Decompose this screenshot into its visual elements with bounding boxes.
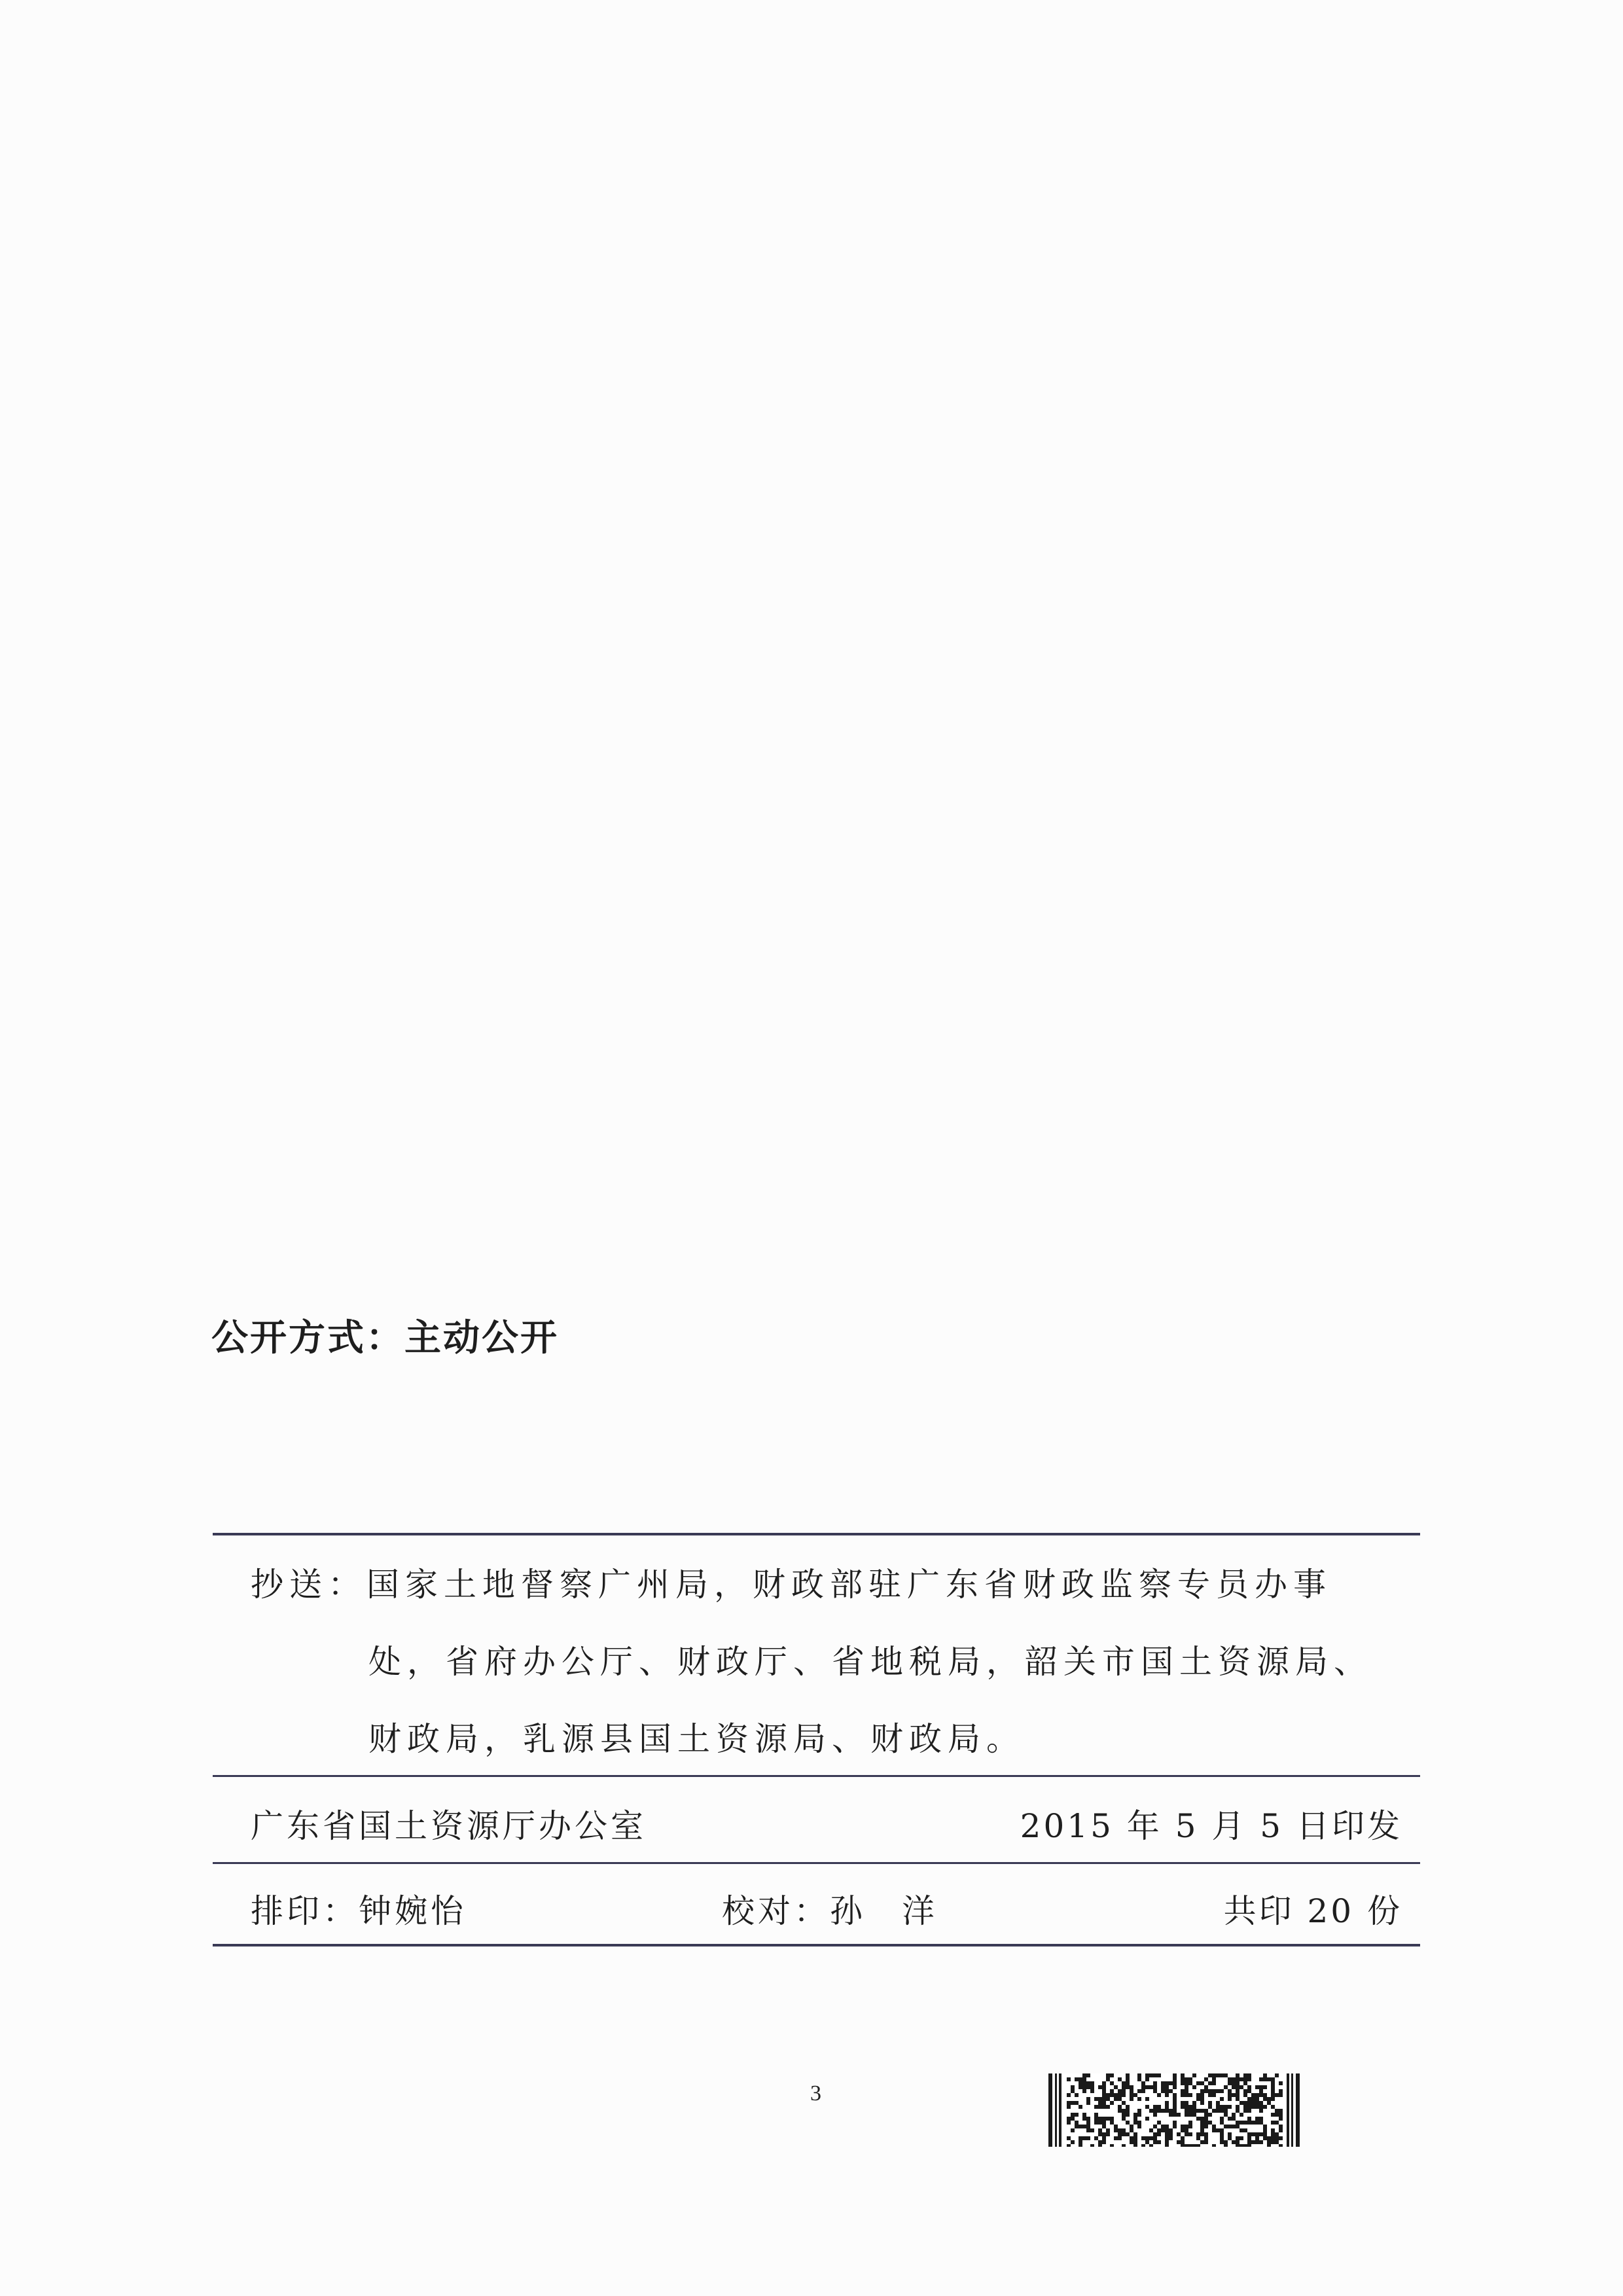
cc-label: 抄送： (251, 1566, 366, 1604)
cc-text-1: 国家土地督察广州局，财政部驻广东省财政监察专员办事 (366, 1566, 1332, 1604)
page-number: 3 (810, 2081, 821, 2106)
printing-row (251, 1885, 1402, 1932)
copies-printed: 共印 20 份 (1223, 1892, 1402, 1930)
cc-line-1 (251, 1556, 1429, 1634)
cc-rule (213, 1775, 1420, 1777)
barcode-image (1048, 2073, 1300, 2147)
issuer-rule (213, 1862, 1420, 1864)
bottom-rule (213, 1944, 1420, 1946)
cc-line-2: 处，省府办公厅、财政厅、省地税局，韶关市国土资源局、 (368, 1643, 1372, 1681)
typist: 排印：钟婉怡 (251, 1892, 467, 1930)
cc-line-3: 财政局，乳源县国土资源局、财政局。 (368, 1720, 1025, 1758)
disclosure-mode: 公开方式：主动公开 (211, 1317, 559, 1359)
issuing-office: 广东省国土资源厅办公室 (251, 1807, 647, 1845)
top-rule (213, 1533, 1420, 1535)
cc-block (251, 1556, 1429, 1788)
proofreader: 校对：孙 洋 (722, 1892, 938, 1930)
issue-date: 2015 年 5 月 5 日印发 (1020, 1807, 1402, 1845)
issuer-row (251, 1800, 1402, 1847)
